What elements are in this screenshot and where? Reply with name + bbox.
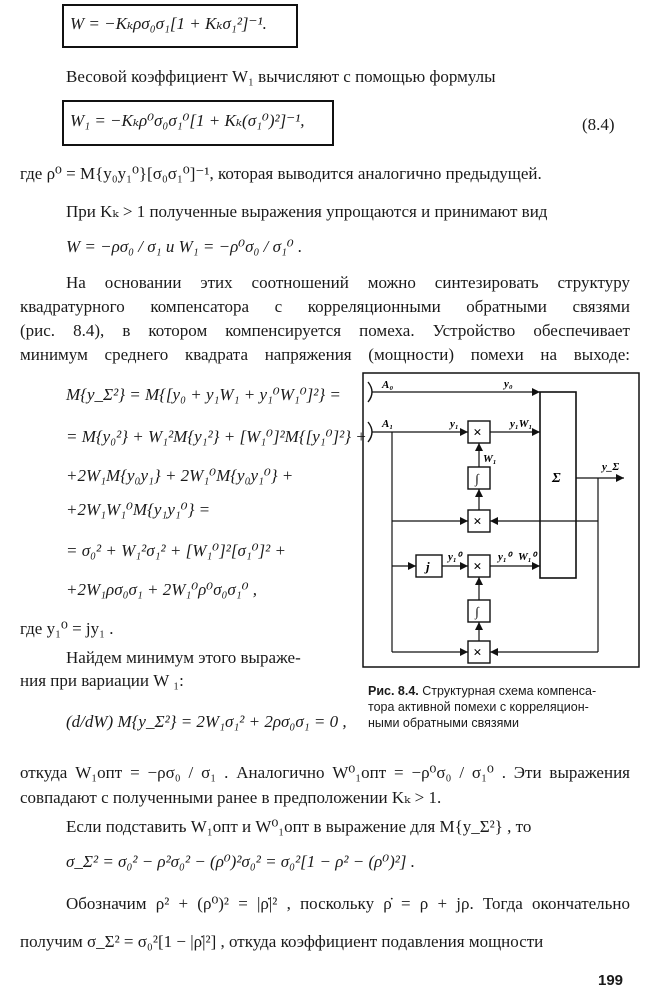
paragraph-substitute: Если подставить W₁опт и W⁰₁опт в выражение для M{y_Σ²} , то: [66, 817, 532, 836]
label-y10b: y₁⁰: [498, 551, 512, 563]
equation-number: (8.4): [582, 115, 615, 134]
paragraph-optimum-1: откуда W₁опт = −ρσ₀ / σ₁ . Аналогично W⁰₁опт = −ρ⁰σ₀ / σ₁⁰ . Эти выражения: [20, 763, 630, 782]
expansion-line-3: +2W₁M{y₀y₁} + 2W₁⁰M{y₀y₁⁰} +: [66, 466, 294, 485]
paragraph-result: получим σ_Σ² = σ₀²[1 − |ρ̇|²] , откуда коэффициент подавления мощности: [20, 932, 544, 951]
sum-label: Σ: [552, 471, 561, 486]
caption-line-1: Структурная схема компенса-: [418, 684, 597, 698]
expansion-line-5: = σ₀² + W₁²σ₁² + [W₁⁰]²[σ₁⁰]² +: [66, 541, 286, 560]
expansion-line-4: +2W₁W₁⁰M{y₁y₁⁰} =: [66, 500, 211, 519]
label-a1: A₁: [382, 418, 394, 430]
page-number: 199: [598, 972, 624, 989]
int-2-label: ∫: [475, 604, 479, 619]
paragraph-weight-intro: Весовой коэффициент W₁ вычисляют с помощью формулы: [66, 67, 496, 86]
label-ysum: y_Σ: [602, 461, 620, 473]
paragraph-synthesis-2: квадратурного компенсатора с корреляционными обратными связями: [20, 297, 630, 316]
expansion-line-2: = M{y₀²} + W₁²M{y₁²} + [W₁⁰]²M{[y₁⁰]²} +: [66, 427, 367, 446]
integrator-2: [468, 600, 490, 622]
derivative-formula: (d/dW) M{y_Σ²} = 2W₁σ₁² + 2ρσ₀σ₁ = 0 ,: [66, 712, 347, 731]
paragraph-notation: Обозначим ρ² + (ρ⁰)² = |ρ̇|² , поскольку ρ̇ = ρ + jρ. Тогда окончательно: [66, 894, 630, 913]
rho0-text: , которая выводится аналогично предыдущей.: [209, 164, 542, 183]
mul-1-label: ×: [473, 425, 482, 441]
paragraph-synthesis-3: (рис. 8.4), в котором компенсируется помеха. Устройство обеспечивает: [20, 321, 630, 340]
label-w1: W₁: [483, 453, 497, 465]
formula-simple: W = −ρσ₀ / σ₁ и W₁ = −ρ⁰σ₀ / σ₁⁰ .: [66, 237, 303, 256]
rho0-line: [20, 163, 542, 184]
expansion-line-6: +2W₁ρσ₀σ₁ + 2W₁⁰ρ⁰σ₀σ₁⁰ ,: [66, 580, 258, 599]
jy-line: где y₁⁰ = jy₁ .: [20, 619, 114, 638]
paragraph-synthesis-4: минимум среднего квадрата напряжения (мощности) помехи на выходе:: [20, 345, 630, 364]
paragraph-minimum-1: Найдем минимум этого выраже-: [66, 648, 301, 667]
label-y10: y₁⁰: [448, 551, 462, 563]
integrator-1: [468, 467, 490, 489]
label-y1: y₁: [450, 418, 459, 430]
caption-line-2: тора активной помехи с корреляцион-: [368, 700, 589, 714]
label-a0: A₀: [382, 379, 394, 391]
paragraph-optimum-2: совпадают с полученными ранее в предположении Kₖ > 1.: [20, 788, 442, 807]
label-w10: W₁⁰: [518, 551, 537, 563]
paragraph-simplify: При Kₖ > 1 полученные выражения упрощаются и принимают вид: [66, 202, 548, 221]
figure-caption: [368, 683, 636, 731]
caption-line-3: ными обратными связями: [368, 716, 519, 730]
sigma-formula: σ_Σ² = σ₀² − ρ²σ₀² − (ρ⁰)²σ₀² = σ₀²[1 − ρ² − (ρ⁰)²] .: [66, 852, 416, 871]
formula-w1: W₁ = −Kₖρ⁰σ₀σ₁⁰[1 + Kₖ(σ₁⁰)²]⁻¹,: [70, 111, 305, 130]
int-1-label: ∫: [475, 471, 479, 486]
mul-4-label: ×: [473, 645, 482, 661]
paragraph-minimum-2: ния при вариации W ₁:: [20, 671, 184, 690]
label-y1w1: y₁W₁: [510, 418, 533, 430]
j-label: j: [426, 559, 430, 574]
rho0-formula: где ρ⁰ = M{y₀y₁⁰}[σ₀σ₁⁰]⁻¹: [20, 164, 210, 183]
paragraph-synthesis-1: На основании этих соотношений можно синтезировать структуру: [66, 273, 630, 292]
expansion-line-1: M{y_Σ²} = M{[y₀ + y₁W₁ + y₁⁰W₁⁰]²} =: [66, 385, 341, 404]
block-diagram: [362, 372, 640, 668]
formula-w: W = −Kₖρσ₀σ₁[1 + Kₖσ₁²]⁻¹.: [70, 14, 267, 33]
mul-3-label: ×: [473, 559, 482, 575]
mul-2-label: ×: [473, 514, 482, 530]
caption-label: Рис. 8.4.: [368, 684, 419, 698]
label-y0: y₀: [504, 378, 513, 390]
